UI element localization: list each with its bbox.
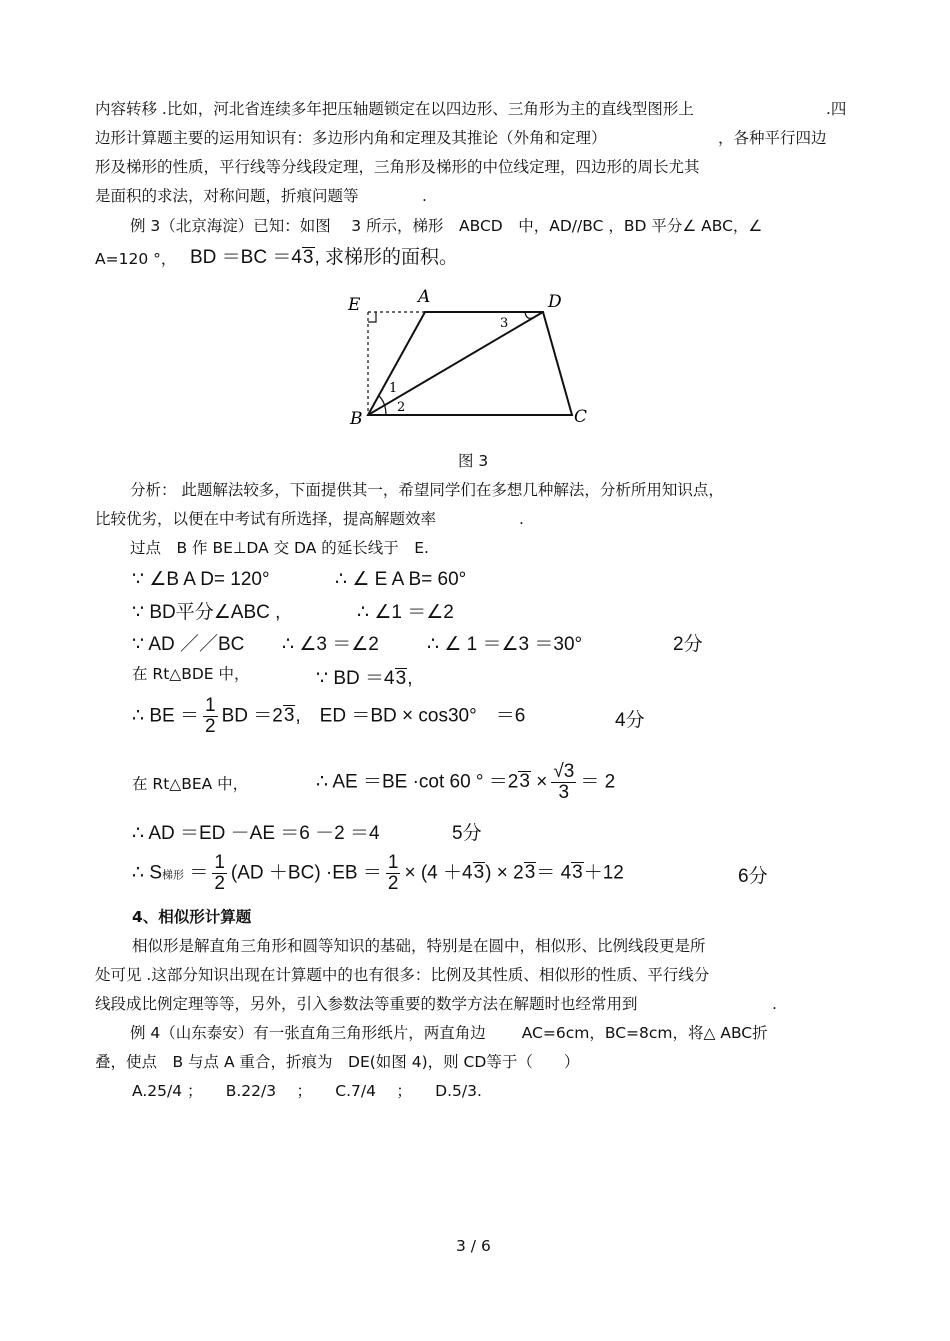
given-tail: , 求梯形的面积。 [314, 247, 459, 268]
step5-bd: BD ＝2 [221, 705, 283, 727]
para1-line1: 内容转移 .比如，河北省连续多年把压轴题锁定在以四边形、三角形为主的直线型图形上 [95, 100, 694, 118]
section4-para-line3-end: . [772, 995, 777, 1013]
sqrt-3: 3 [519, 771, 530, 793]
fraction-numerator: 1 [214, 852, 225, 873]
step3-given: ∵ AD ／／BC [132, 634, 245, 655]
analysis-line2: 比较优劣，以便在中考试有所选择，提高解题效率 [95, 510, 437, 528]
step6-context: 在 Rt△BEA 中， [132, 775, 249, 793]
step7-score: 5分 [452, 823, 482, 844]
figure-caption: 图 3 [458, 452, 489, 470]
angle-arc-b [378, 395, 386, 415]
step4-given [316, 668, 412, 691]
example3-line2-given [190, 247, 458, 270]
fraction-denominator: 3 [558, 781, 570, 803]
para1-line1-end: .四 [826, 100, 847, 118]
step3-result-b: ∴ ∠ 1 ＝∠3 ＝30° [427, 634, 583, 655]
example3-line1: 例 3（北京海淀）已知：如图 3 所示，梯形 ABCD 中，AD//BC ，BD 平分∠ ABC，∠ [130, 217, 763, 235]
step8-subscript: 梯形 [162, 869, 185, 882]
step5-ed: , ED ＝BD × cos30° ＝6 [295, 705, 526, 727]
fraction-denominator: 2 [205, 715, 216, 737]
label-b: B [350, 409, 363, 429]
step8-result-tail: ＋12 [583, 862, 624, 884]
step8-s: ∴ S [132, 862, 163, 884]
sqrt-3: 3 [395, 668, 407, 689]
example4-line1: 例 4（山东泰安）有一张直角三角形纸片，两直角边 AC=6cm，BC=8cm，将△ ABC折 [130, 1024, 768, 1042]
section4-para-line3: 线段成比例定理等等，另外，引入参数法等重要的数学方法在解题时也经常用到 [95, 995, 638, 1013]
sqrt-3: 3 [524, 862, 536, 884]
step8-result: ＝ 4 [536, 862, 572, 884]
sqrt-3: 3 [473, 862, 485, 884]
step4-context: 在 Rt△BDE 中， [132, 665, 250, 683]
fraction-sqrt3-over-3 [551, 762, 576, 803]
example4-line2: 叠，使点 B 与点 A 重合，折痕为 DE(如图 4)，则 CD等于（ ） [95, 1053, 580, 1071]
label-e: E [348, 295, 361, 315]
fraction-numerator: √3 [553, 761, 575, 782]
analysis-line3: 过点 B 作 BE⊥DA 交 DA 的延长线于 E. [130, 539, 429, 557]
fraction-denominator: 2 [214, 872, 225, 894]
para1-line2: 边形计算题主要的运用知识有：多边形内角和定理及其推论（外角和定理） [95, 129, 607, 147]
sqrt-3: 3 [302, 247, 314, 268]
step4-tail: , [407, 668, 413, 689]
label-c: C [574, 407, 588, 427]
section4-heading: 4、相似形计算题 [132, 908, 252, 926]
step8-eq: ＝ [189, 862, 209, 884]
step8-sum: × (4 ＋4 [404, 862, 473, 884]
fraction-denominator: 2 [387, 872, 399, 894]
angle-label-3: 3 [500, 316, 509, 331]
step6-equation [316, 762, 615, 803]
step6-ae: ∴ AE ＝BE ·cot 60 ° ＝2 [316, 771, 519, 793]
step6-result: ＝ 2 [580, 771, 616, 793]
given-bd-bc: BD ＝BC ＝4 [190, 247, 302, 268]
step7-equation: ∴ AD ＝ED －AE ＝6 －2 ＝4 [132, 823, 380, 844]
example3-line2-a: A=120 °， [95, 250, 177, 268]
step5-score: 4分 [615, 710, 645, 731]
step1-result: ∴ ∠ E A B= 60° [335, 569, 467, 590]
fraction-half-2 [386, 853, 401, 894]
step8-times: ) × 2 [485, 862, 524, 884]
section4-para-line2: 处可见 .这部分知识出现在计算题中的也有很多：比例及其性质、相似形的性质、平行线分 [95, 966, 710, 984]
step8-formula: (AD ＋BC) ·EB ＝ [230, 862, 382, 884]
step1-given: ∵ ∠B A D= 120° [132, 569, 270, 590]
step5-equation [132, 696, 525, 737]
diagonal-bd [368, 312, 543, 415]
fraction-half [212, 853, 227, 894]
sqrt-3: 3 [572, 862, 583, 884]
step3-result-a: ∴ ∠3 ＝∠2 [282, 634, 379, 655]
para1-line4: 是面积的求法，对称问题，折痕问题等 [95, 187, 359, 205]
step4-bd: ∵ BD ＝4 [316, 668, 395, 689]
example4-options: A.25/4 ； B.22/3 ； C.7/4 ； D.5/3. [132, 1082, 482, 1100]
angle-label-2: 2 [397, 400, 406, 415]
trapezoid-figure [340, 282, 600, 432]
sqrt-3: 3 [283, 705, 295, 727]
step8-score: 6分 [738, 866, 768, 887]
para1-line2-end: ，各种平行四边 [718, 129, 827, 147]
step5-be: ∴ BE ＝ [132, 705, 199, 727]
fraction-half [203, 696, 218, 737]
page-number: 3 / 6 [456, 1237, 491, 1255]
step3-score: 2分 [673, 634, 703, 655]
section4-para-line1: 相似形是解直角三角形和圆等知识的基础，特别是在圆中，相似形、比例线段更是所 [132, 937, 706, 955]
para1-line4-end: . [422, 187, 427, 205]
angle-label-1: 1 [389, 381, 398, 396]
fraction-numerator: 1 [205, 695, 216, 716]
para1-line3: 形及梯形的性质，平行线等分线段定理，三角形及梯形的中位线定理，四边形的周长尤其 [95, 158, 700, 176]
step8-equation [132, 853, 624, 894]
step2-given: ∵ BD平分∠ABC , [132, 602, 281, 623]
right-angle-mark [368, 312, 376, 322]
analysis-line2-end: . [519, 510, 524, 528]
analysis-line1: 分析： 此题解法较多，下面提供其一，希望同学们在多想几种解法，分析所用知识点， [130, 481, 724, 499]
fraction-numerator: 1 [387, 852, 399, 873]
label-d: D [548, 292, 562, 312]
label-a: A [418, 287, 431, 307]
step2-result: ∴ ∠1 ＝∠2 [357, 602, 454, 623]
times-sign: × [530, 771, 548, 793]
